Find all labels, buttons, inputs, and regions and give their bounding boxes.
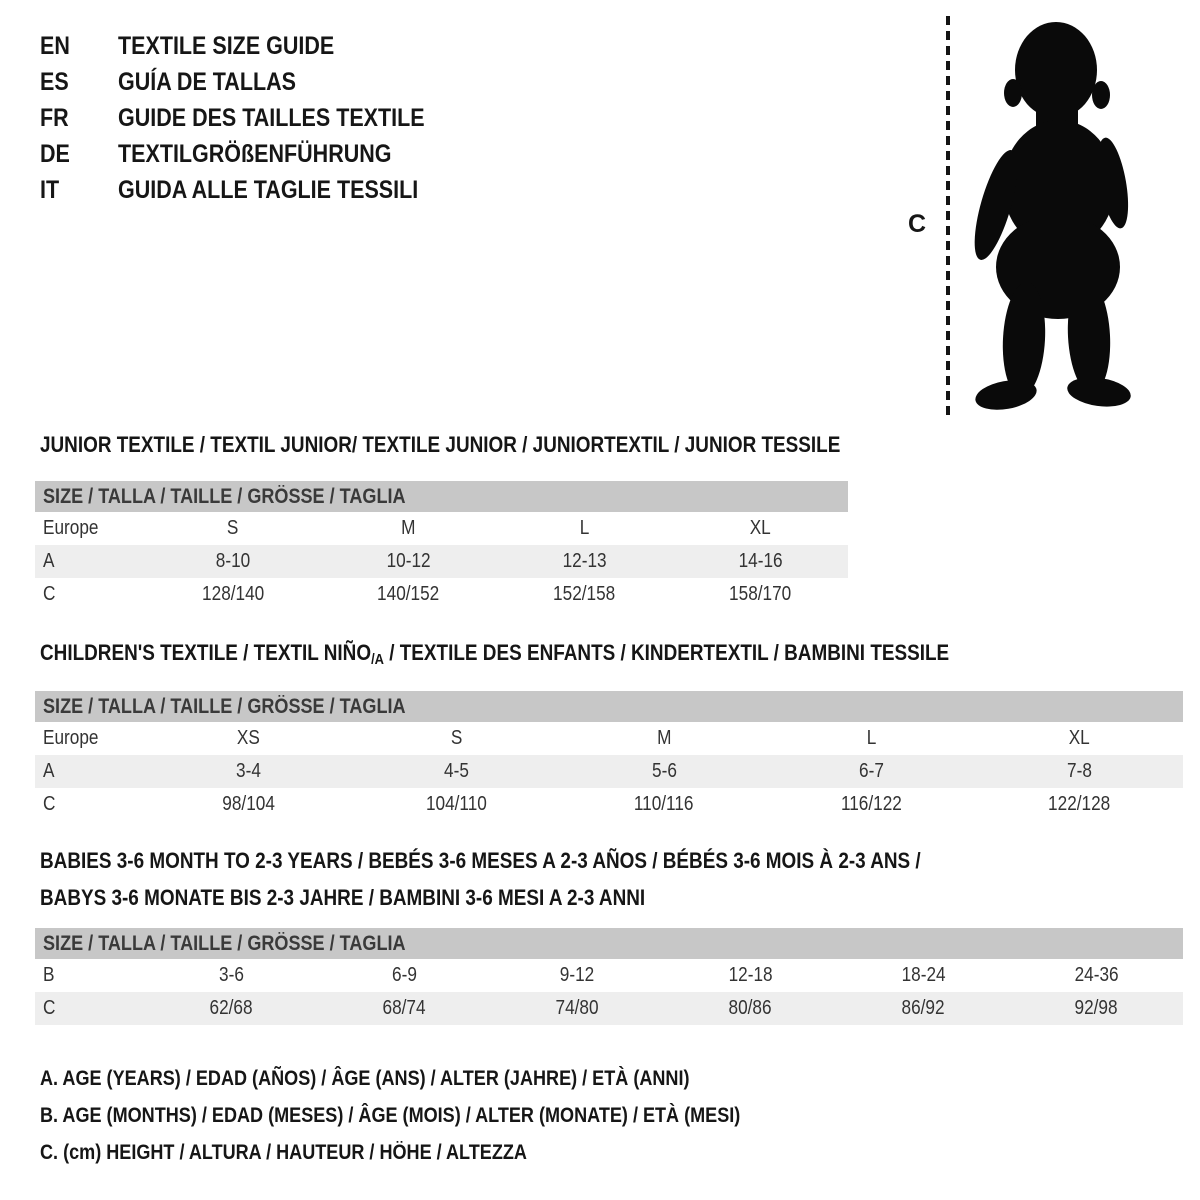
language-code: FR [40,104,69,132]
table-row-height [35,578,848,611]
row-label: B [43,964,55,986]
size-cell: XS [237,727,261,749]
row-label: C [43,793,56,815]
size-cell: 140/152 [377,583,440,605]
size-cell: 12-13 [562,550,607,572]
table-row-age [35,755,1183,788]
size-cell: 158/170 [729,583,792,605]
size-table-header: SIZE / TALLA / TAILLE / GRÖSSE / TAGLIA [35,691,1183,722]
language-title: TEXTILE SIZE GUIDE [118,32,335,60]
junior-section-title: JUNIOR TEXTILE / TEXTIL JUNIOR/ TEXTILE JUNIOR / JUNIORTEXTIL / JUNIOR TESSILE [40,432,841,457]
size-cell: 152/158 [553,583,616,605]
size-cell: 110/116 [634,793,694,815]
size-cell: 122/128 [1048,793,1111,815]
row-label: A [43,550,55,572]
language-row [40,172,475,208]
children-section-title: CHILDREN'S TEXTILE / TEXTIL NIÑO/A / TEXTILE DES ENFANTS / KINDERTEXTIL / BAMBINI TESSILE [40,640,950,668]
table-row-europe [35,722,1183,755]
children-size-table [35,691,1183,821]
size-cell: S [227,517,239,539]
size-cell: 12-18 [728,964,773,986]
size-cell: 24-36 [1074,964,1119,986]
row-label: C [43,583,56,605]
size-table-header: SIZE / TALLA / TAILLE / GRÖSSE / TAGLIA [35,928,1183,959]
toddler-silhouette-icon [966,14,1144,416]
language-title-block [40,28,475,208]
size-cell: 128/140 [201,583,264,605]
language-row [40,28,475,64]
size-cell: S [450,727,463,749]
language-code: DE [40,140,70,168]
height-measure-dashed-line [946,16,950,418]
size-cell: L [579,517,590,539]
table-row-europe [35,512,848,545]
size-cell: 62/68 [209,997,254,1019]
size-cell: 4-5 [443,760,469,782]
size-cell: L [866,727,877,749]
language-title: GUIDA ALLE TAGLIE TESSILI [118,176,419,204]
size-cell: 3-4 [236,760,262,782]
measurement-legend [40,1060,854,1171]
language-code: EN [40,32,70,60]
size-cell: 8-10 [215,550,251,572]
size-cell: 10-12 [386,550,431,572]
size-cell: 3-6 [219,964,244,986]
legend-line-b: B. AGE (MONTHS) / EDAD (MESES) / ÂGE (MOIS) / ALTER (MONATE) / ETÀ (MESI) [40,1104,741,1127]
size-cell: XL [1068,727,1090,749]
row-label: A [43,760,55,782]
size-cell: 18-24 [901,964,946,986]
language-row [40,136,475,172]
table-row-height [35,788,1183,821]
size-cell: 6-7 [859,760,885,782]
size-cell: XL [749,517,771,539]
language-title: GUIDE DES TAILLES TEXTILE [118,104,425,132]
babies-section-title-line2: BABYS 3-6 MONATE BIS 2-3 JAHRE / BAMBINI 3-6 MESI A 2-3 ANNI [40,885,646,910]
table-row-months [35,959,1183,992]
size-cell: M [656,727,672,749]
table-row-height [35,992,1183,1025]
table-row-age [35,545,848,578]
size-cell: 5-6 [651,760,677,782]
language-code: ES [40,68,69,96]
size-cell: 104/110 [425,793,487,815]
babies-size-table [35,928,1183,1025]
legend-line-a: A. AGE (YEARS) / EDAD (AÑOS) / ÂGE (ANS) / ALTER (JAHRE) / ETÀ (ANNI) [40,1067,690,1090]
language-title: GUÍA DE TALLAS [118,68,296,96]
language-row [40,100,475,136]
size-cell: M [401,517,416,539]
row-label: Europe [43,517,99,539]
row-label: Europe [43,727,99,749]
legend-line-c: C. (cm) HEIGHT / ALTURA / HAUTEUR / HÖHE / ALTEZZA [40,1141,527,1164]
size-cell: 92/98 [1074,997,1119,1019]
size-cell: 6-9 [392,964,417,986]
size-cell: 9-12 [560,964,595,986]
language-title: TEXTILGRÖßENFÜHRUNG [118,140,392,168]
size-cell: 14-16 [738,550,783,572]
title-subscript: /A [371,651,384,668]
babies-section-title-line1: BABIES 3-6 MONTH TO 2-3 YEARS / BEBÉS 3-6 MESES A 2-3 AÑOS / BÉBÉS 3-6 MOIS À 2-3 ANS / [40,848,921,873]
size-table-header: SIZE / TALLA / TAILLE / GRÖSSE / TAGLIA [35,481,848,512]
size-cell: 116/122 [841,793,903,815]
size-cell: 68/74 [382,997,427,1019]
height-measure-label: C [908,210,927,238]
language-row [40,64,475,100]
size-cell: 80/86 [728,997,773,1019]
size-cell: 86/92 [901,997,946,1019]
row-label: C [43,997,56,1019]
language-code: IT [40,176,60,204]
size-cell: 7-8 [1066,760,1092,782]
size-cell: 98/104 [222,793,276,815]
junior-size-table [35,481,848,611]
size-cell: 74/80 [555,997,600,1019]
